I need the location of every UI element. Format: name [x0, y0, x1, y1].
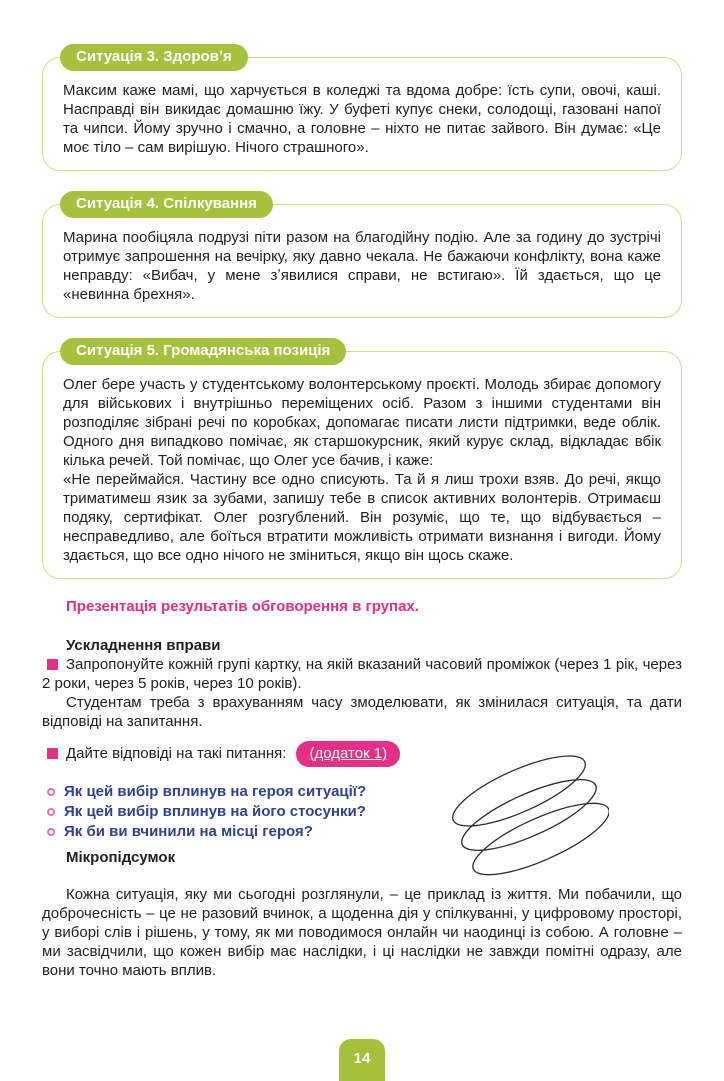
circle-bullet-icon [47, 828, 55, 836]
situation-card-5 [42, 342, 682, 579]
situation-5-title-pill: Ситуація 5. Громадянська позиція [60, 338, 346, 365]
situation-4-title-pill: Ситуація 4. Спілкування [60, 191, 273, 218]
situation-card-3 [42, 48, 682, 171]
situation-5-text-continued: «Не переймайся. Частину все одно списують. Та й я лиш трохи взяв. До речі, якщо триматимеш язик за зубами, запишу тебе в список активних волонтерів. Отримаєш подяку, сертифікат. Олег розгублений. Він розуміє, що те, що відбувається – несправедливо, але боїться втратити можливість отримати визнання і вигоди. Йому здається, що все одно нічого не зміниться, якщо він щось скаже. [63, 471, 661, 564]
circle-bullet-icon [47, 788, 55, 796]
page-number: 14 [353, 1049, 371, 1067]
complication-second-paragraph: Студентам треба з врахуванням часу змоделювати, як змінилася ситуація, та дати відповіді на запитання. [42, 694, 682, 730]
complication-bullet-text: Запропонуйте кожній групі картку, на якій вказаний часовий проміжок (через 1 рік, через 2 роки, через 5 років, через 10 років). [42, 656, 682, 692]
situation-4-text: Марина пообіцяла подрузі піти разом на благодійну подію. Але за годину до зустрічі отримує запрошення на вечірку, яку давно чекала. Не бажаючи конфлікту, вона каже неправду: «Вибач, у мене зʼявилися справи, не встигаю». Їй здається, що це «невинна брехня». [63, 229, 661, 303]
questions-intro-label: Дайте відповіді на такі питання: [66, 745, 287, 762]
situation-5-text: Олег бере участь у студентському волонтерському проєкті. Молодь збирає допомогу для військових і внутрішньо переміщених осіб. Разом з іншими студентами він розподіляє зібрані речі по коробках, допомагає писати листи підтримки, веде облік. Одного дня випадково помічає, як старшокурсник, який курує склад, відкладає вбік кілька речей. Той помічає, що Олег усе бачив, і каже: [63, 376, 661, 469]
scribble-ellipses-doodle [449, 751, 609, 883]
appendix-1-link-badge[interactable]: (додаток 1) [296, 741, 400, 767]
presentation-note: Презентація результатів обговорення в групах. [66, 598, 419, 615]
situation-card-4 [42, 195, 682, 318]
question-text: Як цей вибір вплинув на героя ситуації? [64, 783, 367, 800]
circle-bullet-icon [47, 808, 55, 816]
complication-heading: Ускладнення вправи [66, 637, 221, 654]
page-number-tab [339, 1039, 385, 1081]
square-bullet-icon [47, 748, 58, 759]
microsummary-heading: Мікропідсумок [66, 849, 176, 866]
situation-3-text: Максим каже мамі, що харчується в коледжі та вдома добре: їсть супи, овочі, каші. Насправді він викидає домашню їжу. У буфеті купує снеки, солодощі, газовані напої та чипси. Йому зручно і смачно, а головне – ніхто не питає зайвого. Він думає: «Це моє тіло – сам вирішую. Нічого страшного». [63, 82, 661, 156]
question-text: Як би ви вчинили на місці героя? [64, 823, 313, 840]
square-bullet-icon [47, 659, 58, 670]
situation-3-title-pill: Ситуація 3. Здоровʼя [60, 44, 248, 71]
microsummary-paragraph: Кожна ситуація, яку ми сьогодні розглянули, – це приклад із життя. Ми побачили, що доброчесність – це не разовий вчинок, а щоденна дія у спілкуванні, у цифровому просторі, у виборі слів і рішень, у тому, як ми поводимося онлайн чи наодинці із собою. А головне – ми засвідчили, що кожен вибір має наслідки, і ці наслідки не завжди помітні одразу, але вони точно мають вплив. [42, 886, 682, 979]
question-text: Як цей вибір вплинув на його стосунки? [64, 803, 366, 820]
complication-bullet-paragraph [42, 655, 682, 693]
